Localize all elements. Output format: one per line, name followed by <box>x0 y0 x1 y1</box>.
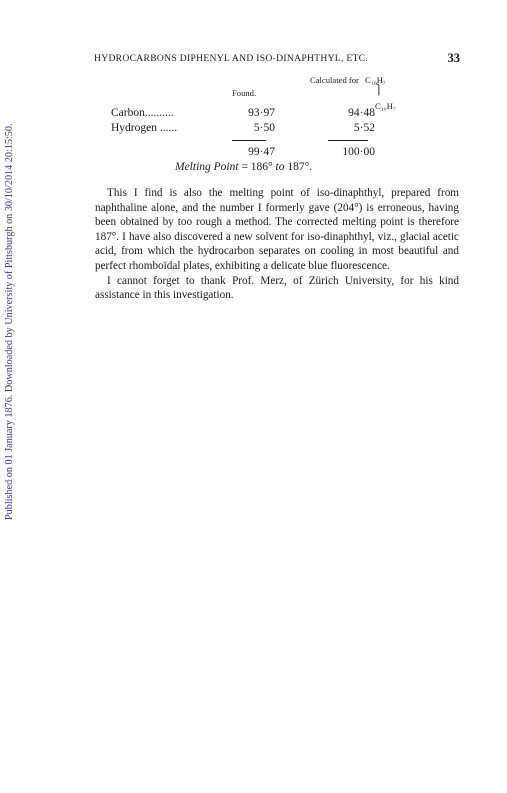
paragraph: This I find is also the melting point of iso-dinaphthyl, prepared from naphthaline alone, and the number I formerly gave (204°) is erroneous, having been obtained by too rough a method. The corrected melting point is therefore 187°. I have also discovered a new solvent for iso-dinaphthyl, viz., glacial acetic acid, from which the hydrocarbon separates on cooling in most beautiful and perfect rhomboïdal plates, exhibiting a delicate blue fluorescence. <box>95 187 459 272</box>
page-header <box>94 53 460 67</box>
row-label-hydrogen: Hydrogen ...... <box>111 122 178 134</box>
running-title: HYDROCARBONS DIPHENYL AND ISO-DINAPHTHYL, ETC. <box>94 53 369 64</box>
melting-point-high: 187°. <box>284 161 313 173</box>
bond-bracket: ⎫ <box>375 85 383 96</box>
melting-point-low: = 186° <box>238 161 276 173</box>
page-number: 33 <box>447 51 460 65</box>
calculated-heading: Calculated for <box>310 75 359 85</box>
calculated-sum-rule <box>328 140 368 141</box>
calculated-hydrogen: 5·52 <box>353 122 375 134</box>
row-label-carbon: Carbon.......... <box>111 107 174 119</box>
found-total: 99·47 <box>248 146 275 158</box>
formula-bottom: C₁₀H₇ <box>375 101 396 111</box>
found-sum-rule <box>232 140 266 141</box>
found-heading: Found. <box>232 88 257 98</box>
found-hydrogen: 5·50 <box>253 122 275 134</box>
paragraph: I cannot forget to thank Prof. Merz, of Zürich University, for his kind assistance in this investigation. <box>95 274 459 302</box>
found-carbon: 93·97 <box>248 107 275 119</box>
calculated-carbon: 94·48 <box>348 107 375 119</box>
melting-point-label: Melting Point <box>175 161 239 173</box>
formula-top: C₁₀H₇ <box>365 75 386 85</box>
calculated-total: 100·00 <box>342 146 375 158</box>
download-watermark: Published on 01 January 1876. Downloaded by University of Pittsburgh on 30/10/2014 20:15:50. <box>4 123 15 520</box>
melting-point-line <box>175 161 312 173</box>
body-text <box>95 186 459 303</box>
melting-point-to: to <box>275 161 285 173</box>
